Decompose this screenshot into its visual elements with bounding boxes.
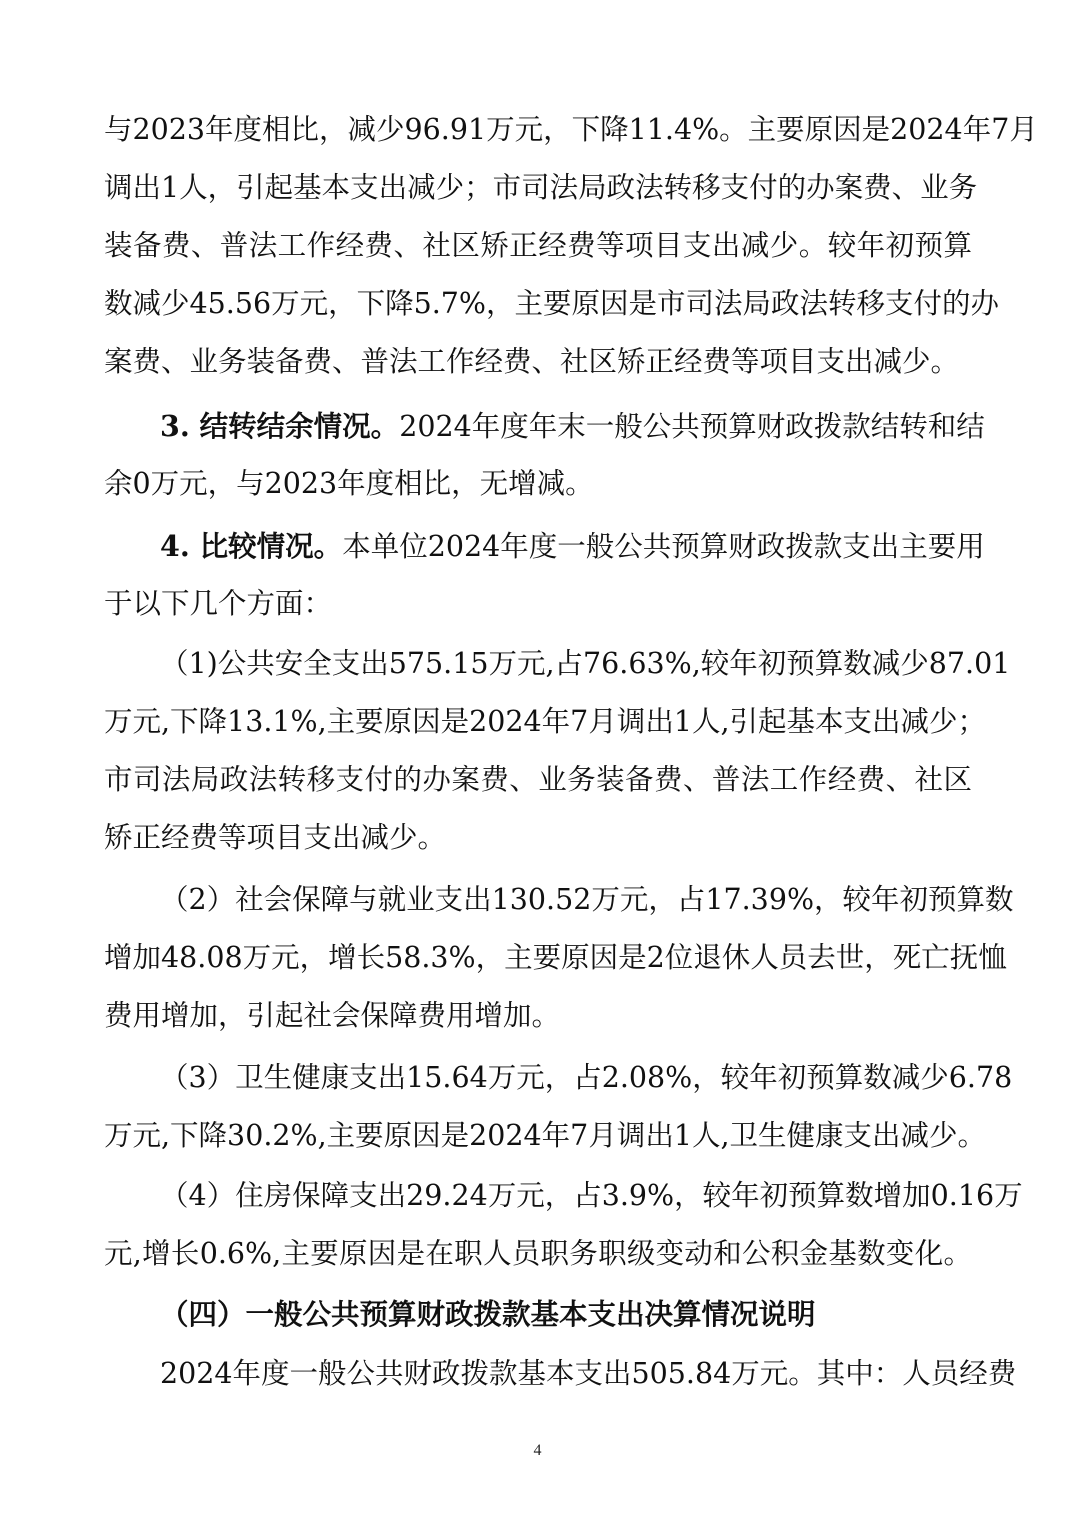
item-2-line: 增加48.08万元，增长58.3%，主要原因是2位退休人员去世，死亡抚恤 [104, 941, 1007, 974]
section-4-line: 于以下几个方面： [104, 587, 333, 620]
page-number: 4 [533, 1442, 542, 1459]
paragraph-line: 数减少45.56万元，下降5.7%，主要原因是市司法局政法转移支付的办 [104, 287, 999, 320]
section-heading: （四）一般公共预算财政拨款基本支出决算情况说明 [160, 1297, 816, 1331]
item-3-line: （3）卫生健康支出15.64万元，占2.08%，较年初预算数减少6.78 [160, 1061, 1013, 1094]
section-3-label: 3. 结转结余情况。 [160, 409, 400, 443]
item-3-line: 万元,下降30.2%,主要原因是2024年7月调出1人,卫生健康支出减少。 [104, 1119, 987, 1152]
paragraph-line: 2024年度一般公共财政拨款基本支出505.84万元。其中：人员经费 [160, 1357, 1017, 1390]
item-1-line: 万元,下降13.1%,主要原因是2024年7月调出1人,引起基本支出减少； [104, 705, 987, 738]
paragraph-line: 装备费、普法工作经费、社区矫正经费等项目支出减少。较年初预算 [104, 229, 972, 262]
item-1-line: 市司法局政法转移支付的办案费、业务装备费、普法工作经费、社区 [104, 763, 972, 796]
section-3-line: 余0万元，与2023年度相比，无增减。 [104, 467, 594, 500]
item-4-line: 元,增长0.6%,主要原因是在职人员职务职级变动和公积金基数变化。 [104, 1237, 972, 1270]
item-2-line: 费用增加，引起社会保障费用增加。 [104, 999, 561, 1032]
item-4-line: （4）住房保障支出29.24万元，占3.9%，较年初预算数增加0.16万 [160, 1179, 1023, 1212]
section-3-line [160, 404, 985, 448]
item-1-line: （1)公共安全支出575.15万元,占76.63%,较年初预算数减少87.01 [160, 647, 1011, 680]
item-1-line: 矫正经费等项目支出减少。 [104, 821, 447, 854]
section-3-text: 2024年度年末一般公共预算财政拨款结转和结 [399, 410, 985, 443]
section-4-label: 4. 比较情况。 [160, 529, 343, 563]
item-2-line: （2）社会保障与就业支出130.52万元，占17.39%，较年初预算数 [160, 883, 1014, 916]
paragraph-line: 案费、业务装备费、普法工作经费、社区矫正经费等项目支出减少。 [104, 345, 960, 378]
section-4-text: 本单位2024年度一般公共预算财政拨款支出主要用 [342, 530, 985, 563]
section-4-line [160, 524, 985, 568]
paragraph-line: 调出1人，引起基本支出减少；市司法局政法转移支付的办案费、业务 [104, 171, 978, 204]
paragraph-line: 与2023年度相比，减少96.91万元，下降11.4%。主要原因是2024年7月 [104, 113, 1038, 146]
